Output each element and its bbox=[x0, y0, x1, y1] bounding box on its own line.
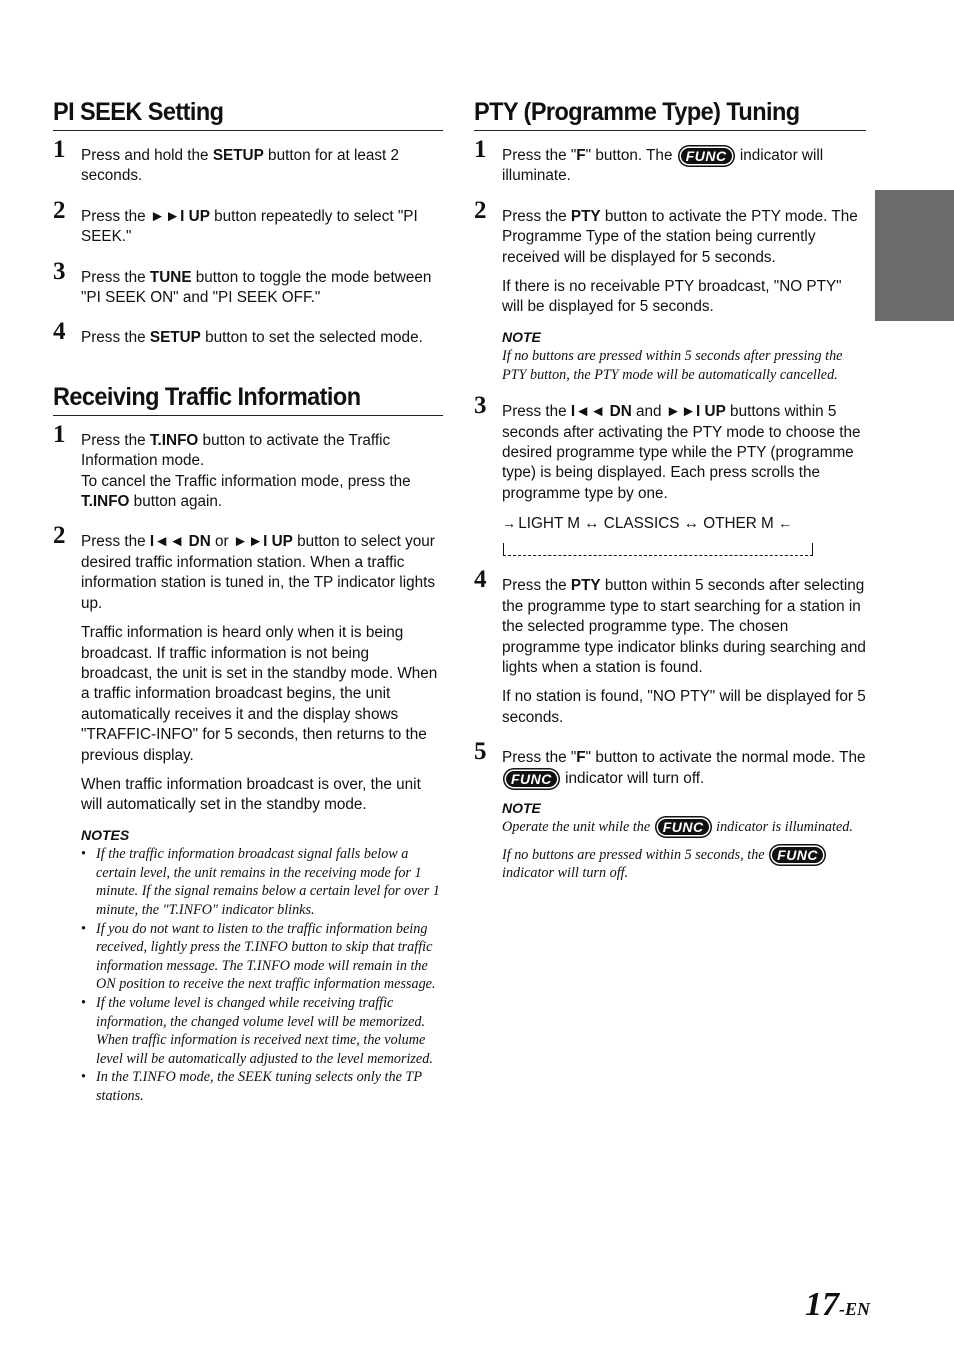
cycle-text: LIGHT M ↔ CLASSICS ↔ OTHER M bbox=[518, 515, 774, 533]
page-number: 17-EN bbox=[805, 1286, 870, 1323]
arrow-right-icon: → bbox=[502, 515, 514, 532]
note-item: • In the T.INFO mode, the SEEK tuning selects only the TP stations. bbox=[81, 1068, 443, 1105]
traffic-step-2: 2 Press the I◄◄ DN or ►►I UP button to select your desired traffic information station. When a traffic information station is tuned in, the TP indicator lights up. Traffic information is heard only when it is being broadcast. If traffic information is not being broadcast, the unit is set in the standby mode. When a traffic information broadcast begins, the unit automatically receives it and the display shows "TRAFFIC-INFO" for 5 seconds, then returns to the previous display. When traffic information broadcast is over, the unit will automatically set in the standby mode. NOTES • If the traffic information broadcast signal falls below a certain level, the unit remains in the receiving mode for 1 minute. If the signal remains below a certain level for over 1 minute, the "T.INFO" indicator blinks. • If you do not want to listen to the traffic information being received, lightly press the T.INFO button to skip that traffic information message. The T.INFO mode will remain in the ON position to receive the next traffic information message. • If the volume level is changed while receiving traffic information, the changed volume level will be memorized. When traffic information is received next time, the volume level will be automatically adjusted to the level memorized. • In the T.INFO mode, the SEEK tuning selects only the TP stations. bbox=[53, 532, 443, 1105]
notes-heading: NOTES bbox=[81, 826, 130, 843]
note-item: • If the traffic information broadcast signal falls below a certain level, the unit remains in the receiving mode for 1 minute. If the signal remains below a certain level for over 1 minute, the "T.INFO" indicator blinks. bbox=[81, 845, 443, 919]
programme-type-cycle bbox=[502, 513, 866, 556]
step-number: 4 bbox=[474, 566, 487, 594]
pi-seek-step-2: 2 Press the ►►I UP button repeatedly to select "PI SEEK." bbox=[53, 196, 418, 246]
note-heading: NOTE bbox=[502, 328, 541, 345]
note-item: • If the volume level is changed while receiving traffic information, the changed volume level will be memorized. When traffic information is received next time, the volume level will be automatically adjusted to the level memorized. bbox=[81, 994, 443, 1068]
pty-heading: PTY (Programme Type) Tuning bbox=[474, 98, 866, 131]
traffic-paragraph: Traffic information is heard only when it is being broadcast. If traffic information is not being broadcast, the unit is set in the standby mode. When a traffic information broadcast begins, the unit automatically receives it and the display shows "TRAFFIC-INFO" for 5 seconds, then returns to the previous display. bbox=[81, 624, 438, 764]
note-text: If no buttons are pressed within 5 seconds, the FUNC indicator will turn off. bbox=[502, 846, 866, 883]
section-tab bbox=[875, 190, 954, 321]
step-number: 5 bbox=[474, 738, 487, 766]
left-column bbox=[53, 98, 443, 1105]
func-indicator-icon: FUNC bbox=[658, 819, 709, 835]
traffic-heading: Receiving Traffic Information bbox=[53, 383, 443, 416]
pty-step-3: 3 Press the I◄◄ DN and ►►I UP buttons within 5 seconds after activating the PTY mode to choose the desired programme type while the PTY (programme type) is being displayed. Each press scrolls the programme type by one. → LIGHT M ↔ CLASSICS ↔ OTHER M ← bbox=[474, 402, 866, 556]
notes-list bbox=[81, 845, 443, 1105]
pty-paragraph: If there is no receivable PTY broadcast, "NO PTY" will be displayed for 5 seconds. bbox=[502, 278, 842, 316]
step-number: 1 bbox=[53, 136, 66, 163]
pty-step-4: 4 Press the PTY button within 5 seconds after selecting the programme type to start searching for a station in the selected programme type. The chosen programme type indicator blinks during searching and lights when a station is found. If no station is found, "NO PTY" will be displayed for 5 seconds. bbox=[474, 576, 866, 728]
func-indicator-icon: FUNC bbox=[772, 847, 823, 863]
note-heading: NOTE bbox=[502, 799, 541, 816]
step-number: 2 bbox=[53, 196, 66, 224]
pi-seek-step-3: 3 Press the TUNE button to toggle the mode between "PI SEEK ON" and "PI SEEK OFF." bbox=[53, 257, 432, 307]
step-number: 2 bbox=[53, 522, 66, 550]
func-indicator-icon: FUNC bbox=[506, 771, 557, 787]
step-number: 1 bbox=[53, 420, 66, 448]
pty-paragraph: If no station is found, "NO PTY" will be displayed for 5 seconds. bbox=[502, 688, 866, 726]
note-text: Operate the unit while the FUNC indicator is illuminated. bbox=[502, 819, 853, 836]
pty-step-2: 2 Press the PTY button to activate the PTY mode. The Programme Type of the station being currently received will be displayed for 5 seconds. If there is no receivable PTY broadcast, "NO PTY" will be displayed for 5 seconds. NOTE If no buttons are pressed within 5 seconds after pressing the PTY button, the PTY mode will be automatically cancelled. bbox=[474, 207, 866, 384]
note-text: If no buttons are pressed within 5 seconds after pressing the PTY button, the PTY mode will be automatically cancelled. bbox=[502, 348, 843, 383]
func-indicator-icon: FUNC bbox=[681, 148, 732, 164]
step-number: 1 bbox=[474, 136, 487, 163]
note-item: • If you do not want to listen to the traffic information being received, lightly press the T.INFO button to skip that traffic information message. The T.INFO mode will remain in the ON position to receive the next traffic information message. bbox=[81, 920, 443, 994]
cycle-return-line bbox=[503, 543, 813, 556]
pi-seek-step-4: 4 Press the SETUP button to set the selected mode. bbox=[53, 318, 423, 347]
arrow-left-icon: ← bbox=[778, 515, 791, 532]
step-number: 4 bbox=[53, 318, 66, 346]
pty-step-5: 5 Press the "F" button to activate the normal mode. The FUNC indicator will turn off. NOTE Operate the unit while the FUNC indicator is illuminated. If no buttons are pressed within 5 seconds, the FUNC indicator will turn off. bbox=[474, 738, 866, 882]
traffic-paragraph: When traffic information broadcast is over, the unit will automatically set in the standby mode. bbox=[81, 775, 421, 814]
pi-seek-step-1: 1 Press and hold the SETUP button for at least 2 seconds. bbox=[53, 136, 400, 185]
pty-step-1: 1 Press the "F" button. The FUNC indicator will illuminate. bbox=[474, 136, 824, 185]
step-number: 3 bbox=[53, 257, 66, 285]
pi-seek-heading: PI SEEK Setting bbox=[53, 98, 443, 131]
step-number: 3 bbox=[474, 392, 487, 420]
right-column bbox=[474, 98, 866, 883]
traffic-step-1: 1 Press the T.INFO button to activate the Traffic Information mode. To cancel the Traffic information mode, press the T.INFO button again. bbox=[53, 420, 411, 511]
step-number: 2 bbox=[474, 196, 487, 224]
